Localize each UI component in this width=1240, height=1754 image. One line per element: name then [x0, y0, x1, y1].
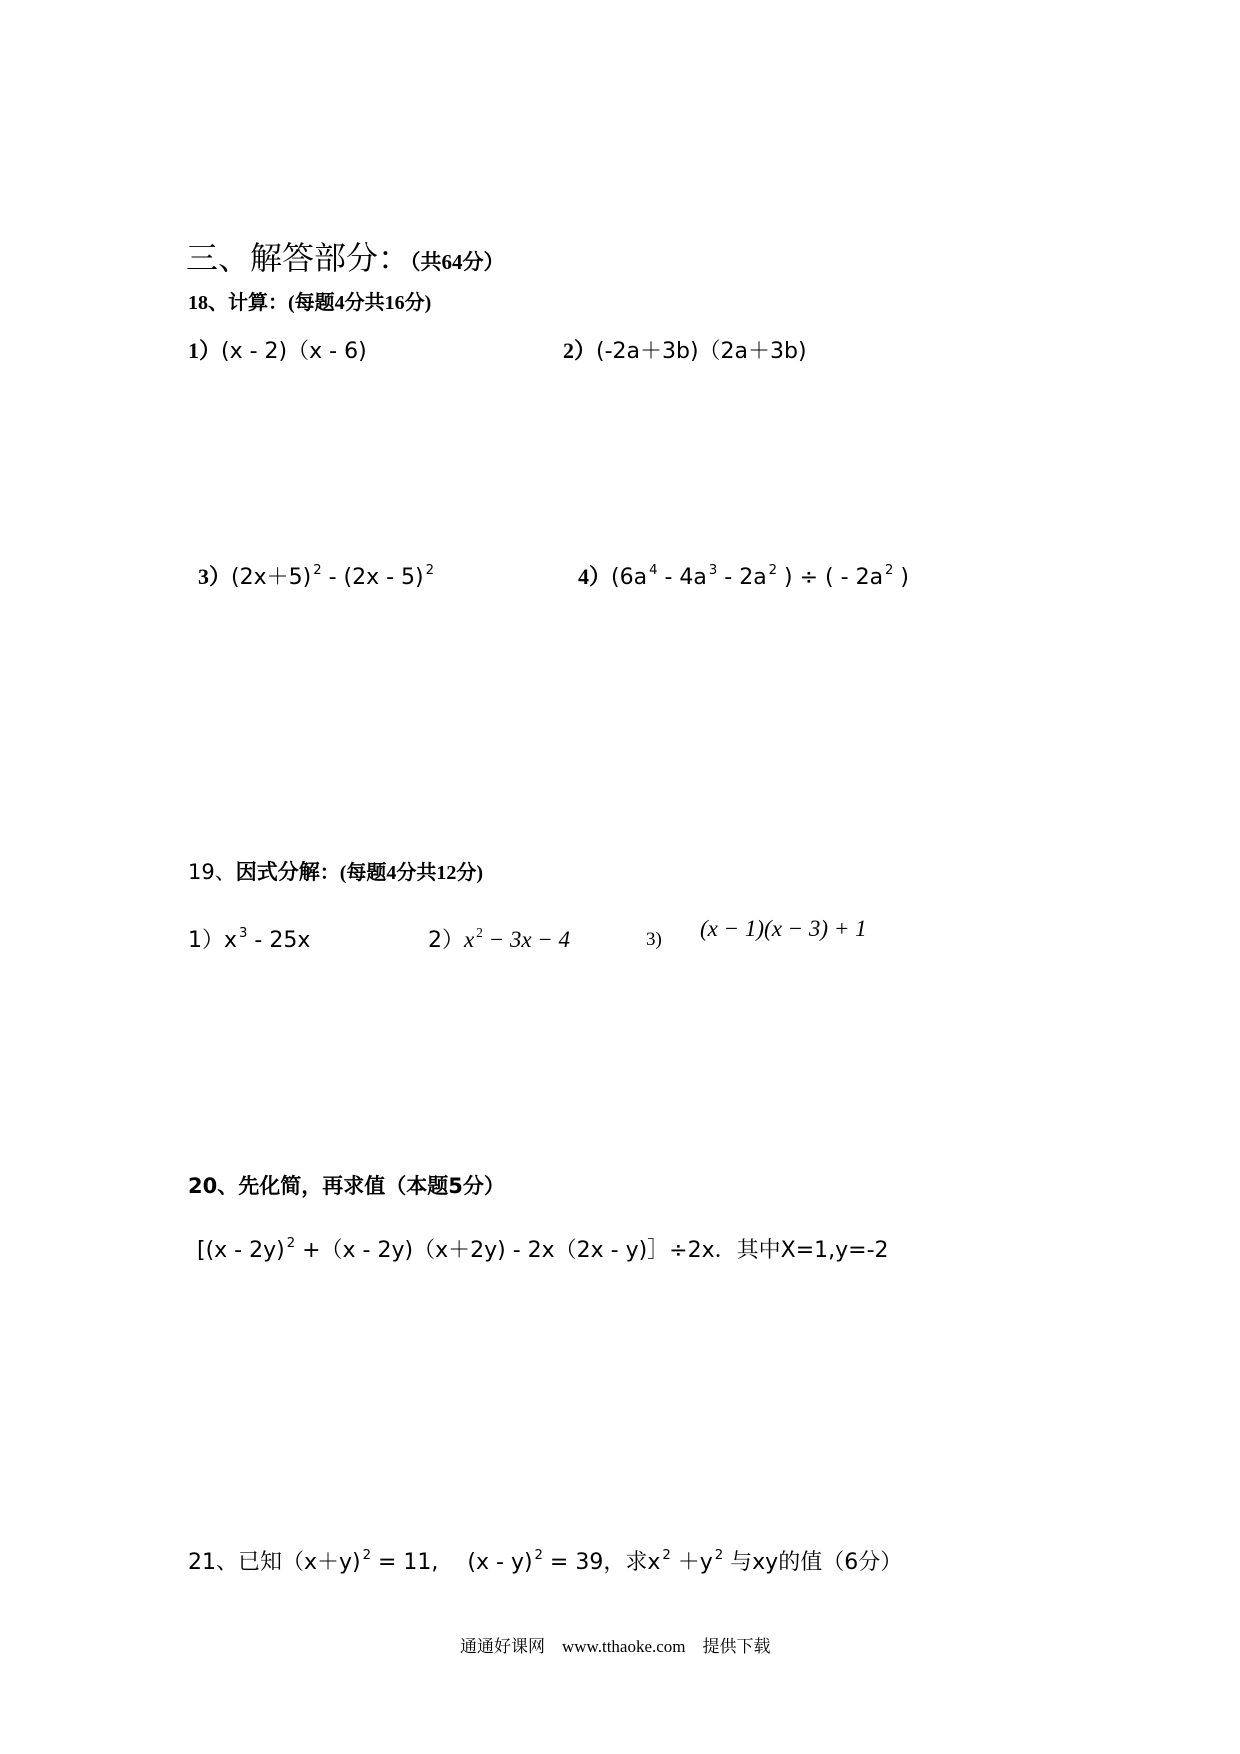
- q18-item-2-expression: (-2a＋3b)（2a＋3b): [596, 339, 807, 364]
- q18-item-4-part-4: ) ÷ ( - 2a: [777, 565, 884, 590]
- q18-item-4-exponent-3: 2: [768, 563, 778, 579]
- q20-expression: [197, 1233, 889, 1264]
- q20-expression-part-a: [(x - 2y): [197, 1238, 285, 1263]
- footer-download-note: 通通好课网 www.tthaoke.com 提供下载: [460, 1637, 771, 1656]
- question-19-title: 因式分解: [235, 860, 320, 884]
- question-19-header: [188, 856, 483, 886]
- question-21: [188, 1545, 902, 1576]
- q19-item-1-base: x: [224, 928, 238, 953]
- q19-item-2: [428, 923, 570, 954]
- q18-item-4-part-1: (6a: [611, 565, 648, 590]
- q19-item-2-rest: − 3x − 4: [482, 927, 571, 952]
- q19-item-1-rest: - 25x: [247, 928, 311, 953]
- q21-exponent-1: 2: [362, 1548, 372, 1564]
- q18-item-4-exponent-1: 4: [649, 563, 658, 579]
- q21-part-2: = 11, (x - y): [371, 1550, 533, 1575]
- section-title-text: 三、解答部分：: [186, 239, 411, 277]
- q21-exponent-4: 2: [714, 1548, 724, 1564]
- q18-item-3-part-b: - (2x - 5): [321, 565, 424, 590]
- q18-item-4: [578, 560, 909, 591]
- q18-item-4-exponent-2: 3: [708, 563, 718, 579]
- q18-item-4-part-5: ): [893, 565, 910, 590]
- q21-part-4: ＋y: [670, 1550, 713, 1575]
- q18-item-3-part-a: (2x＋5): [231, 565, 312, 590]
- q19-item-2-number: 2）: [428, 928, 464, 953]
- q20-exponent: 2: [286, 1236, 296, 1252]
- q21-exponent-3: 2: [662, 1548, 671, 1564]
- q21-part-5: 与xy的值（6分）: [723, 1550, 903, 1575]
- q18-item-4-part-2: - 4a: [657, 565, 707, 590]
- question-19-number: 19、: [188, 860, 236, 884]
- q21-exponent-2: 2: [534, 1548, 543, 1564]
- q18-item-1-expression: (x - 2)（x - 6): [221, 339, 367, 364]
- q18-item-3-expression: [231, 565, 434, 590]
- q18-item-1-number: 1）: [188, 338, 222, 363]
- q18-item-3-number: 3）: [198, 564, 232, 589]
- q19-item-1-number: 1）: [188, 928, 224, 953]
- q18-item-4-exponent-4: 2: [885, 563, 894, 579]
- q21-part-3: = 39，求x: [542, 1550, 661, 1575]
- q18-item-4-number: 4）: [578, 564, 612, 589]
- q18-item-2: [563, 334, 807, 365]
- q20-expression-part-b: +（x - 2y)（x＋2y) - 2x（2x - y)］÷2x．其中X=1,y=-2: [295, 1238, 889, 1263]
- q19-item-3-expression: (x − 1)(x − 3) + 1: [700, 916, 867, 941]
- q19-item-1-exponent: 3: [239, 926, 248, 942]
- q19-item-2-base: x: [464, 927, 475, 952]
- q21-part-1: 21、已知（x＋y): [188, 1550, 361, 1575]
- q19-item-1: [188, 923, 310, 954]
- q18-item-3-exponent-b: 2: [425, 563, 435, 579]
- q18-item-3-exponent-a: 2: [313, 563, 322, 579]
- q18-item-2-number: 2）: [563, 338, 597, 363]
- section-points: （共64分）: [410, 250, 505, 274]
- q18-item-4-part-3: - 2a: [717, 565, 767, 590]
- question-18-header: 18、计算：(每题4分共16分): [188, 292, 432, 314]
- question-20-header: 20、先化简，再求值（本题5分）: [188, 1174, 505, 1198]
- section-title: [186, 233, 505, 279]
- question-19-points: ：(每题4分共12分): [319, 862, 484, 884]
- q19-item-3-number: 3): [646, 929, 662, 950]
- q19-item-2-exponent: 2: [476, 925, 483, 941]
- q18-item-3: [198, 560, 434, 591]
- q18-item-1: [188, 334, 367, 365]
- q18-item-4-expression: [611, 565, 909, 590]
